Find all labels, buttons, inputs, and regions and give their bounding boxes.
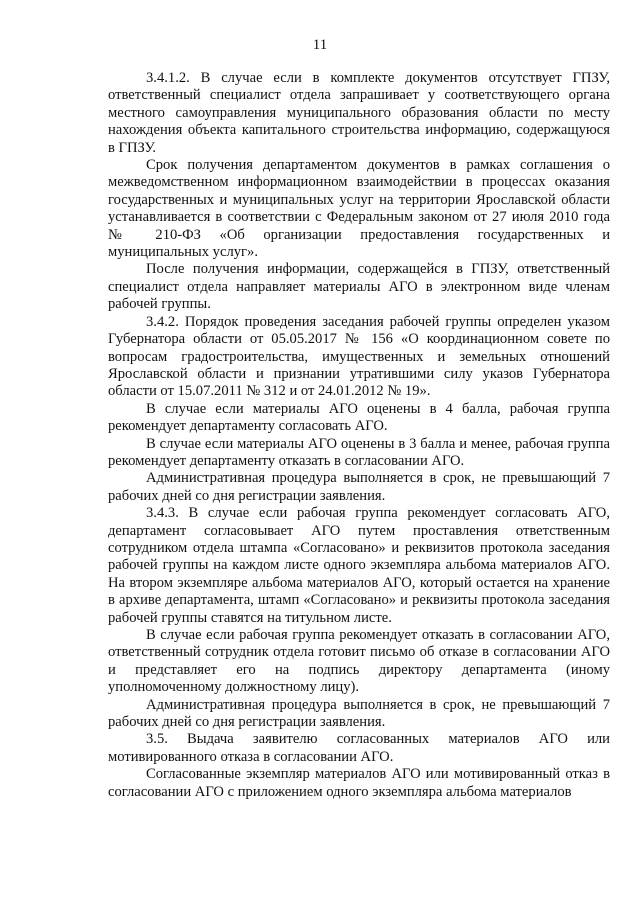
paragraph-approved-copies: Согласованные экземпляр материалов АГО или мотивированный отказ в согласовании АГО с приложением одного экземпляра альбома материалов — [108, 766, 610, 800]
paragraph-after-info-received: После получения информации, содержащейся в ГПЗУ, ответственный специалист отдела направляет материалы АГО в электронном виде членам рабочей группы. — [108, 261, 610, 313]
paragraph-3-4-2: 3.4.2. Порядок проведения заседания рабочей группы определен указом Губернатора области от 05.05.2017 № 156 «О координационном совете по вопросам градостроительства, имущественных и земельных отношений Ярославской области и признании утратившими силу указов Губернатора области от 15.07.2011 № 312 и от 24.01.2012 № 19». — [108, 313, 610, 400]
paragraph-3-4-1-2: 3.4.1.2. В случае если в комплекте документов отсутствует ГПЗУ, ответственный специалист отдела запрашивает у соответствующего органа местного самоуправления муниципального образования области по месту нахождения объекта капитального строительства информацию, содержащуюся в ГПЗУ. — [108, 70, 610, 156]
paragraph-deadline-interagency: Срок получения департаментом документов в рамках соглашения о межведомственном информационном взаимодействии в процессах оказания государственных и муниципальных услуг на территории Ярославской области устанавливается в соответствии с Федеральным законом от 27 июля 2010 года № 210-ФЗ «Об организации предоставления государственных и муниципальных услуг». — [108, 157, 610, 261]
paragraph-score-3-or-less: В случае если материалы АГО оценены в 3 балла и менее, рабочая группа рекомендует департаменту отказать в согласовании АГО. — [108, 435, 610, 469]
document-body — [108, 70, 610, 801]
paragraph-refusal-letter: В случае если рабочая группа рекомендует отказать в согласовании АГО, ответственный сотрудник отдела готовит письмо об отказе в согласовании АГО и представляет его на подпись директору департамента (иному уполномоченному должностному лицу). — [108, 627, 610, 696]
page-number: 11 — [312, 37, 328, 53]
paragraph-3-4-3: 3.4.3. В случае если рабочая группа рекомендует согласовать АГО, департамент согласовывает АГО путем проставления ответственным сотрудником отдела штампа «Согласовано» и реквизитов протокола заседания рабочей группы на каждом листе одного экземпляра альбома материалов АГО. На втором экземпляре альбома материалов АГО, который остается на хранение в архиве департамента, штамп «Согласовано» и реквизиты протокола заседания рабочей группы ставятся на титульном листе. — [108, 505, 610, 626]
paragraph-3-5: 3.5. Выдача заявителю согласованных материалов АГО или мотивированного отказа в согласовании АГО. — [108, 731, 610, 765]
paragraph-procedure-deadline: Административная процедура выполняется в срок, не превышающий 7 рабочих дней со дня регистрации заявления. — [108, 470, 610, 504]
paragraph-score-4: В случае если материалы АГО оценены в 4 балла, рабочая группа рекомендует департаменту согласовать АГО. — [108, 400, 610, 435]
paragraph-procedure-deadline-2: Административная процедура выполняется в срок, не превышающий 7 рабочих дней со дня регистрации заявления. — [108, 696, 610, 731]
